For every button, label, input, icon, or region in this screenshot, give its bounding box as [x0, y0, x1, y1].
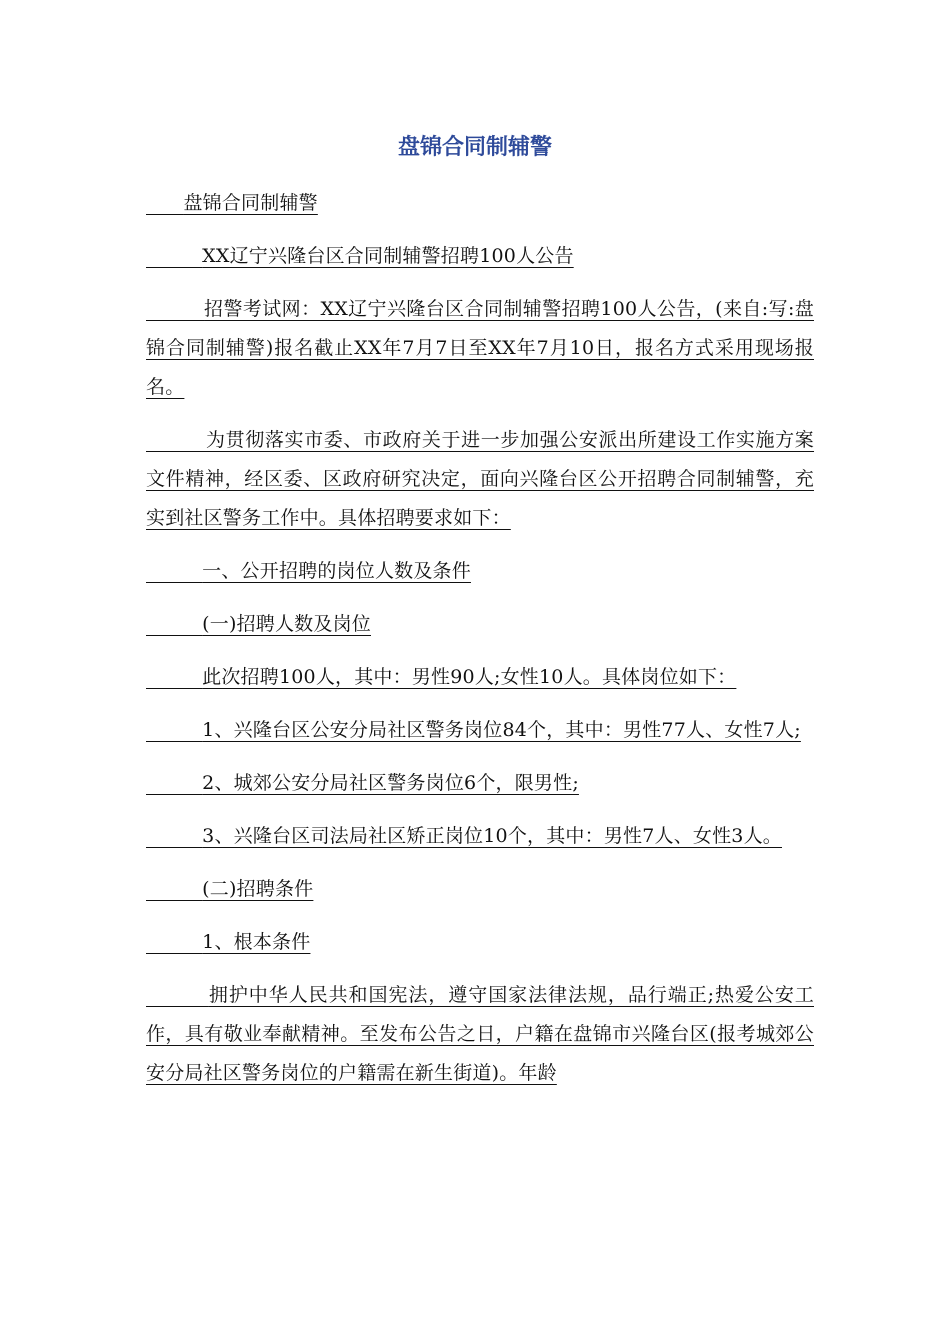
- paragraph-recruit-count: 此次招聘100人，其中：男性90人;女性10人。具体岗位如下：: [146, 666, 737, 688]
- condition-heading-1: 1、根本条件: [146, 931, 311, 953]
- paragraph-intro: 招警考试网：XX辽宁兴隆台区合同制辅警招聘100人公告，(来自:写:盘锦合同制辅警)报名截止XX年7月7日至XX年7月10日，报名方式采用现场报名。: [146, 298, 814, 398]
- document-title: 盘锦合同制辅警: [397, 135, 552, 160]
- list-item-1: 1、兴隆台区公安分局社区警务岗位84个，其中：男性77人、女性7人;: [146, 719, 801, 741]
- subsection-heading-1: (一)招聘人数及岗位: [146, 613, 371, 635]
- section-heading-1: 一、公开招聘的岗位人数及条件: [146, 560, 471, 582]
- list-item-2: 2、城郊公安分局社区警务岗位6个，限男性;: [146, 772, 579, 794]
- paragraph-basic-conditions: 拥护中华人民共和国宪法，遵守国家法律法规，品行端正;热爱公安工作，具有敬业奉献精神。至发布公告之日，户籍在盘锦市兴隆台区(报考城郊公安分局社区警务岗位的户籍需在新生街道)。年龄: [146, 984, 814, 1084]
- list-item-3: 3、兴隆台区司法局社区矫正岗位10个，其中：男性7人、女性3人。: [146, 825, 782, 847]
- paragraph-announcement-title: XX辽宁兴隆台区合同制辅警招聘100人公告: [146, 245, 574, 267]
- paragraph-purpose: 为贯彻落实市委、市政府关于进一步加强公安派出所建设工作实施方案文件精神，经区委、区政府研究决定，面向兴隆台区公开招聘合同制辅警，充实到社区警务工作中。具体招聘要求如下：: [146, 429, 815, 529]
- paragraph-subtitle: 盘锦合同制辅警: [146, 192, 318, 214]
- subsection-heading-2: (二)招聘条件: [146, 878, 314, 900]
- document-body: [146, 184, 814, 1107]
